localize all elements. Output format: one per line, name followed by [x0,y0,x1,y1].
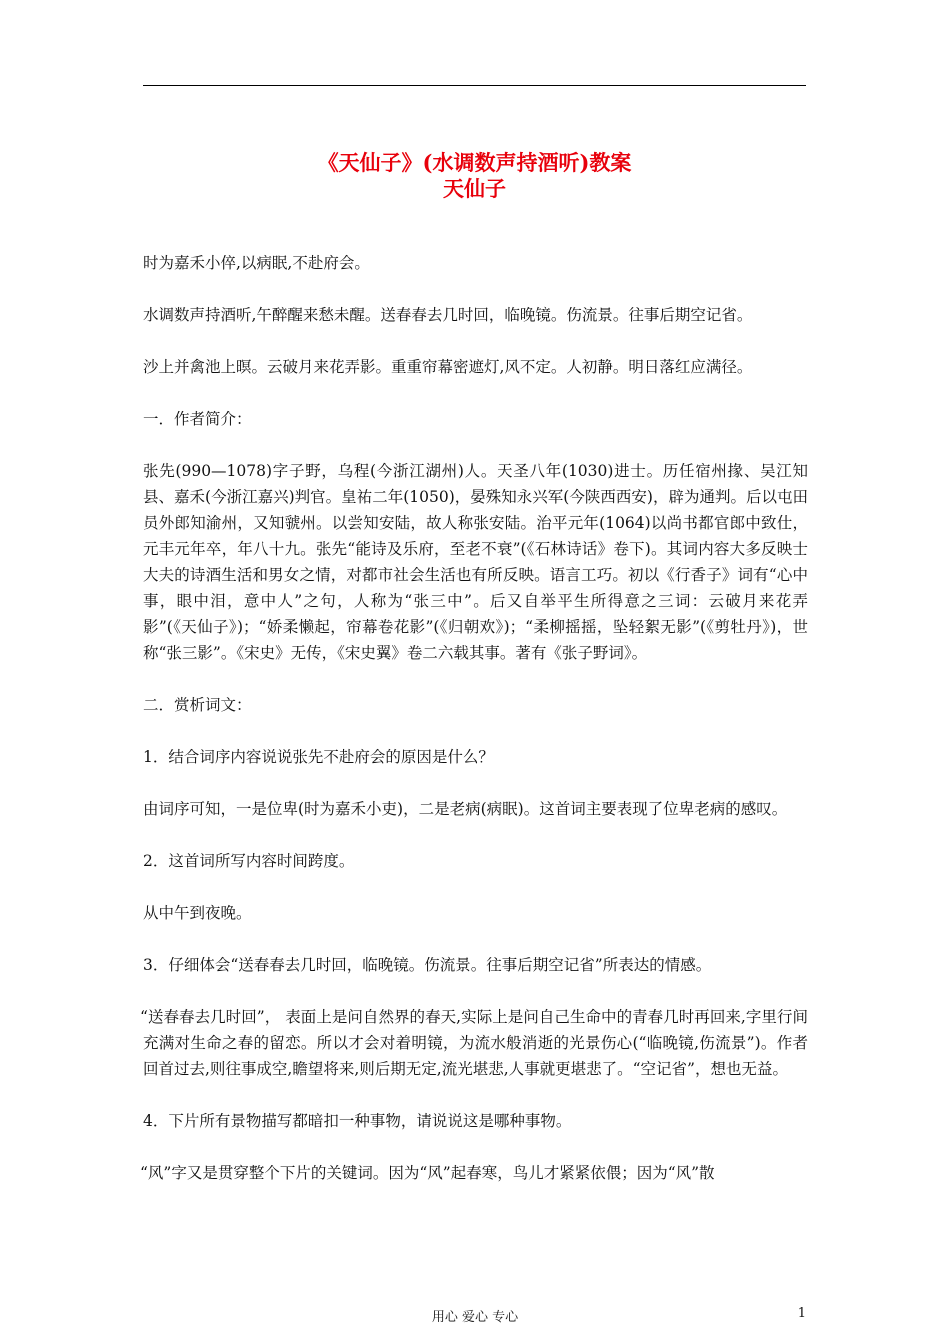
document-body [140,250,808,1212]
poem-stanza-1: 水调数声持酒听,午醉醒来愁未醒。送春春去几时回，临晚镜。伤流景。往事后期空记省。 [143,306,753,324]
answer-1: 由词序可知，一是位卑(时为嘉禾小吏)，二是老病(病眠)。这首词主要表现了位卑老病的感叹。 [143,800,788,818]
document-title: 《天仙子》(水调数声持酒听)教案 [317,150,632,175]
section-heading-author: 一．作者简介： [143,410,252,428]
footer-motto: 用心 爱心 专心 [431,1310,519,1325]
document-subtitle: 天仙子 [443,176,506,201]
question-2: 2．这首词所写内容时间跨度。 [143,852,355,870]
poem-stanza-2: 沙上并禽池上暝。云破月来花弄影。重重帘幕密遮灯,风不定。人初静。明日落红应满径。 [143,358,753,376]
page-number: 1 [797,1306,806,1321]
section-heading-analysis: 二．赏析词文： [143,696,252,714]
question-3: 3．仔细体会“送春春去几时回，临晚镜。伤流景。往事后期空记省”所表达的情感。 [143,956,712,974]
author-bio-paragraph: 张先(990—1078)字子野，乌程(今浙江湖州)人。天圣八年(1030)进士。历任宿州掾、吴江知县、嘉禾(今浙江嘉兴)判官。皇祐二年(1050)，晏殊知永兴军(今陕西西安)，辟为通判。后以屯田员外郎知渝州，又知虢州。以尝知安陆，故人称张安陆。治平元年(1064)以尚书都官郎中致仕，元丰元年卒，年八十九。张先“能诗及乐府，至老不衰”(《石林诗话》卷下)。其词内容大多反映士大夫的诗酒生活和男女之情，对都市社会生活也有所反映。语言工巧。初以《行香子》词有“心中事，眼中泪，意中人”之句，人称为“张三中”。后又自举平生所得意之三词：云破月来花弄影”(《天仙子》)；“娇柔懒起，帘幕卷花影”(《归朝欢》)；“柔柳摇摇，坠轻絮无影”(《剪牡丹》)，世称“张三影”。《宋史》无传，《宋史翼》卷二六载其事。著有《张子野词》。 [143,462,808,662]
answer-4: “风”字又是贯穿整个下片的关键词。因为“风”起春寒，鸟儿才紧紧依偎；因为“风”散 [140,1164,715,1182]
question-1: 1．结合词序内容说说张先不赴府会的原因是什么？ [143,748,494,766]
answer-3: “送春春去几时回”， 表面上是问自然界的春天,实际上是问自己生命中的青春几时再回来,字里行间充满对生命之春的留恋。所以才会对着明镜，为流水般消逝的光景伤心(“临晚镜,伤流景”)。作者回首过去,则往事成空,瞻望将来,则后期无定,流光堪悲,人事就更堪悲了。“空记省”，想也无益。 [140,1008,808,1078]
preface-paragraph: 时为嘉禾小倅,以病眠,不赴府会。 [143,254,370,272]
question-4: 4．下片所有景物描写都暗扣一种事物，请说说这是哪种事物。 [143,1112,572,1130]
answer-2: 从中午到夜晚。 [143,904,252,922]
header-rule [143,85,806,86]
